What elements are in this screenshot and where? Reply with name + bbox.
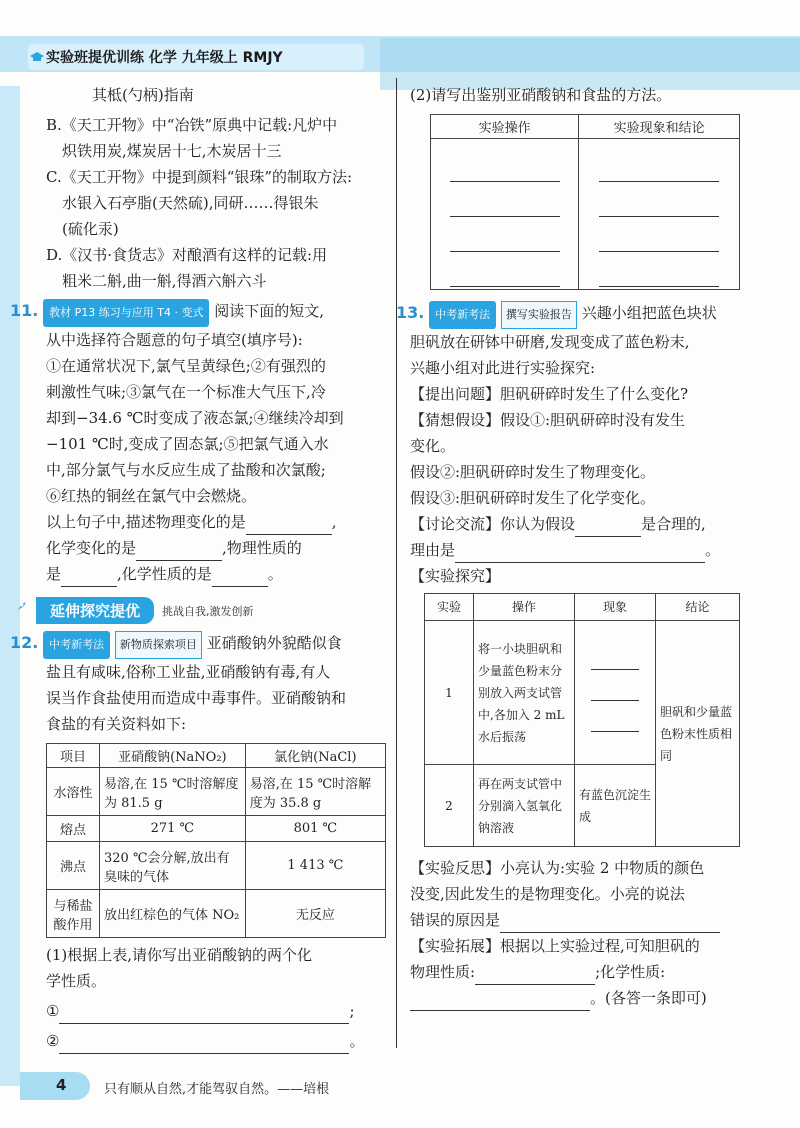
table-cell: 1 [425,621,474,765]
answer-blank[interactable] [246,518,332,535]
answer-blank[interactable] [450,165,560,182]
table-cell: 放出红棕色的气体 NO₂ [100,890,246,938]
answer-blank[interactable] [212,570,268,587]
text-span: ,物理性质的 [222,539,302,557]
table-header-row [431,115,740,139]
text-line: 假设③:胆矾研碎时发生了化学变化。 [410,489,656,507]
table-row [47,816,386,842]
table-header: 项目 [47,744,100,768]
text-line: 兴趣小组对此进行实验探究: [410,359,596,377]
page-number: 4 [56,1076,67,1094]
table-header: 实验现象和结论 [579,115,740,139]
experiment-table [424,593,740,847]
table-cell: 易溶,在 15 ℃时溶解度为 81.5 g [100,768,246,816]
table-header: 现象 [575,594,656,621]
text-span: 【讨论交流】你认为假设 [410,515,576,533]
table-cell: 易溶,在 15 ℃时溶解度为 35.8 g [245,768,385,816]
table-cell: 将一小块胆矾和少量蓝色粉末分别放入两支试管中,各加入 2 mL 水后振荡 [474,621,575,765]
question-number: 12. [10,633,39,652]
text-line: 学性质。 [46,972,107,990]
section-title: 延伸探究提优 [36,597,154,624]
table-cell [431,139,579,290]
table-cell: 沸点 [47,842,100,890]
answer-blank[interactable] [450,200,560,217]
fill-line [410,985,750,1011]
graduation-cap-icon [30,49,44,68]
fill-line [410,959,750,985]
table-cell: 水溶性 [47,768,100,816]
answer-blank[interactable] [591,653,639,670]
table-cell: 与稀盐酸作用 [47,890,100,938]
fill-line: 理由是 。 [410,537,750,563]
answer-blank[interactable] [61,570,117,587]
answer-blank[interactable] [599,200,719,217]
table-cell: 胆矾和少量蓝色粉末性质相同 [656,621,740,847]
text-span: ,化学性质的是 [117,565,212,583]
option-d: D.《汉书·食货志》对酿酒有这样的记载:用 [46,246,328,264]
table-header-row [425,594,740,621]
page-footer [0,1070,800,1110]
fill-line: 是 ,化学性质的是 。 [46,561,386,587]
answer-blank[interactable] [575,520,641,537]
text-span: ① [46,1002,60,1020]
text-span: 兴趣小组把蓝色块状 [581,304,717,322]
question-tag: 新物质探索项目 [115,631,202,659]
left-column [10,78,386,1054]
question-tag: 中考新考法 [429,301,496,329]
answer-blank[interactable] [136,544,222,561]
text-line: 误当作食盐使用而造成中毒事件。亚硝酸钠和 [46,689,347,707]
table-row [47,842,386,890]
table-cell: 2 [425,765,474,847]
table-row [47,768,386,816]
answer-blank[interactable] [59,1007,349,1024]
left-margin-band [0,86,20,1086]
question-12 [10,630,386,659]
text-line: 【猜想假设】假设①:胆矾研碎时没有发生 [410,411,686,429]
text-span: 化学变化的是 [46,539,137,557]
question-number: 13. [396,303,425,322]
text-line: 中,部分氯气与水反应生成了盐酸和次氯酸; [46,461,326,479]
table-header: 亚硝酸钠(NaNO₂) [100,744,246,768]
table-row [47,890,386,938]
text-line: 【实验拓展】根据以上实验过程,可知胆矾的 [410,937,700,955]
table-cell: 无反应 [245,890,385,938]
fill-line [46,535,386,561]
column-divider [396,78,397,1048]
option-b: B.《天工开物》中“冶铁”原典中记载:凡炉中 [46,116,338,134]
table-cell: 271 ℃ [100,816,246,842]
question-11 [10,298,386,327]
text-span: 以上句子中,描述物理变化的是 [46,513,246,531]
table-header: 实验操作 [431,115,579,139]
fill-line: 以上句子中,描述物理变化的是 , [46,509,386,535]
question-12-part2: (2)请写出鉴别亚硝酸钠和食盐的方法。 [410,86,672,104]
text-line: 阅读下面的短文, [214,302,325,320]
text-line: (1)根据上表,请你写出亚硝酸钠的两个化 [46,946,313,964]
table-cell: 再在两支试管中分别滴入氢氧化钠溶液 [474,765,575,847]
table-cell [579,139,740,290]
rocket-icon [10,600,28,622]
text-line: 食盐的有关资料如下: [46,715,187,733]
answer-blank[interactable] [591,715,639,732]
answer-blank[interactable] [591,684,639,701]
answer-blank[interactable] [599,270,719,287]
text-line: 其柢(勺柄)指南 [92,86,194,104]
header-title: 实验班提优训练 化学 九年级上 RMJY [46,50,283,66]
answer-blank[interactable] [59,1037,349,1054]
text-line: 【实验探究】 [410,567,501,585]
text-span: 。(各答一条即可) [590,989,707,1007]
question-number: 11. [10,301,39,320]
table-header: 氯化钠(NaCl) [245,744,385,768]
table-cell: 熔点 [47,816,100,842]
option-c: C.《天工开物》中提到颜料“银珠”的制取方法: [46,168,353,186]
page-number-badge [20,1072,90,1100]
text-span: 理由是 [410,541,456,559]
text-span: ② [46,1032,60,1050]
text-span: 是合理的, [641,515,706,533]
answer-blank[interactable] [599,235,719,252]
table-cell: 801 ℃ [245,816,385,842]
text-span: ;化学性质: [595,963,666,981]
text-line: 粗米二斛,曲一斛,得酒六斛六斗 [62,272,267,290]
answer-blank[interactable] [450,235,560,252]
answer-blank[interactable] [455,546,705,563]
table-cell: 320 ℃会分解,放出有臭味的气体 [100,842,246,890]
table-row [425,621,740,765]
text-line: 刺激性气味;③氯气在一个标准大气压下,冷 [46,383,326,401]
text-line: 炽铁用炭,煤炭居十七,木炭居十三 [62,142,282,160]
fill-line: ② 。 [46,1028,386,1054]
text-span: 错误的原因是 [410,911,501,929]
answer-blank[interactable] [410,994,590,1011]
table-cell: 有蓝色沉淀生成 [575,765,656,847]
right-column [396,78,750,1011]
text-span: 亚硝酸钠外貌酷似食 [206,634,342,652]
question-tag: 教材 P13 练习与应用 T4 · 变式 [43,299,209,327]
text-line: 盐且有咸味,俗称工业盐,亚硝酸钠有毒,有人 [46,663,331,681]
text-span: 是 [46,565,62,583]
question-tag: 中考新考法 [43,631,110,659]
answer-blank[interactable] [500,916,720,933]
answer-blank[interactable] [450,270,560,287]
table-row [431,139,740,290]
text-line: 【提出问题】胆矾研碎时发生了什么变化? [410,385,689,403]
text-line: 却到−34.6 ℃时变成了液态氯;④继续冷却到 [46,409,344,427]
table-header: 操作 [474,594,575,621]
text-line: 没变,因此发生的是物理变化。小亮的说法 [410,885,685,903]
text-line: ⑥红热的铜丝在氯气中会燃烧。 [46,487,257,505]
fill-line [410,511,750,537]
table-cell [575,621,656,765]
table-header: 实验 [425,594,474,621]
text-line: 假设②:胆矾研碎时发生了物理变化。 [410,463,656,481]
answer-blank[interactable] [599,165,719,182]
answer-blank[interactable] [475,968,595,985]
property-table [46,743,386,938]
section-header [10,597,386,624]
fill-line [410,907,750,933]
table-cell: 1 413 ℃ [245,842,385,890]
text-line: −101 ℃时,变成了固态氯;⑤把氯气通入水 [46,435,329,453]
table-header-row [47,744,386,768]
fill-line: ① ; [46,998,386,1024]
page-header [0,0,800,86]
method-table [430,114,740,290]
text-line: 水银入石亭脂(天然硫),同研……得银朱 [62,194,319,212]
question-13 [396,300,750,329]
text-line: 变化。 [410,437,456,455]
question-tag: 撰写实验报告 [501,301,577,329]
footer-quote: 只有顺从自然,才能驾驭自然。——培根 [104,1082,330,1097]
text-line: (硫化汞) [62,220,119,238]
text-span: 物理性质: [410,963,476,981]
text-line: ①在通常状况下,氯气呈黄绿色;②有强烈的 [46,357,326,375]
table-header: 结论 [656,594,740,621]
text-line: 胆矾放在研钵中研磨,发现变成了蓝色粉末, [410,333,690,351]
section-subtitle: 挑战自我,激发创新 [162,604,254,618]
text-line: 从中选择符合题意的句子填空(填序号): [46,331,303,349]
text-line: 【实验反思】小亮认为:实验 2 中物质的颜色 [410,859,705,877]
